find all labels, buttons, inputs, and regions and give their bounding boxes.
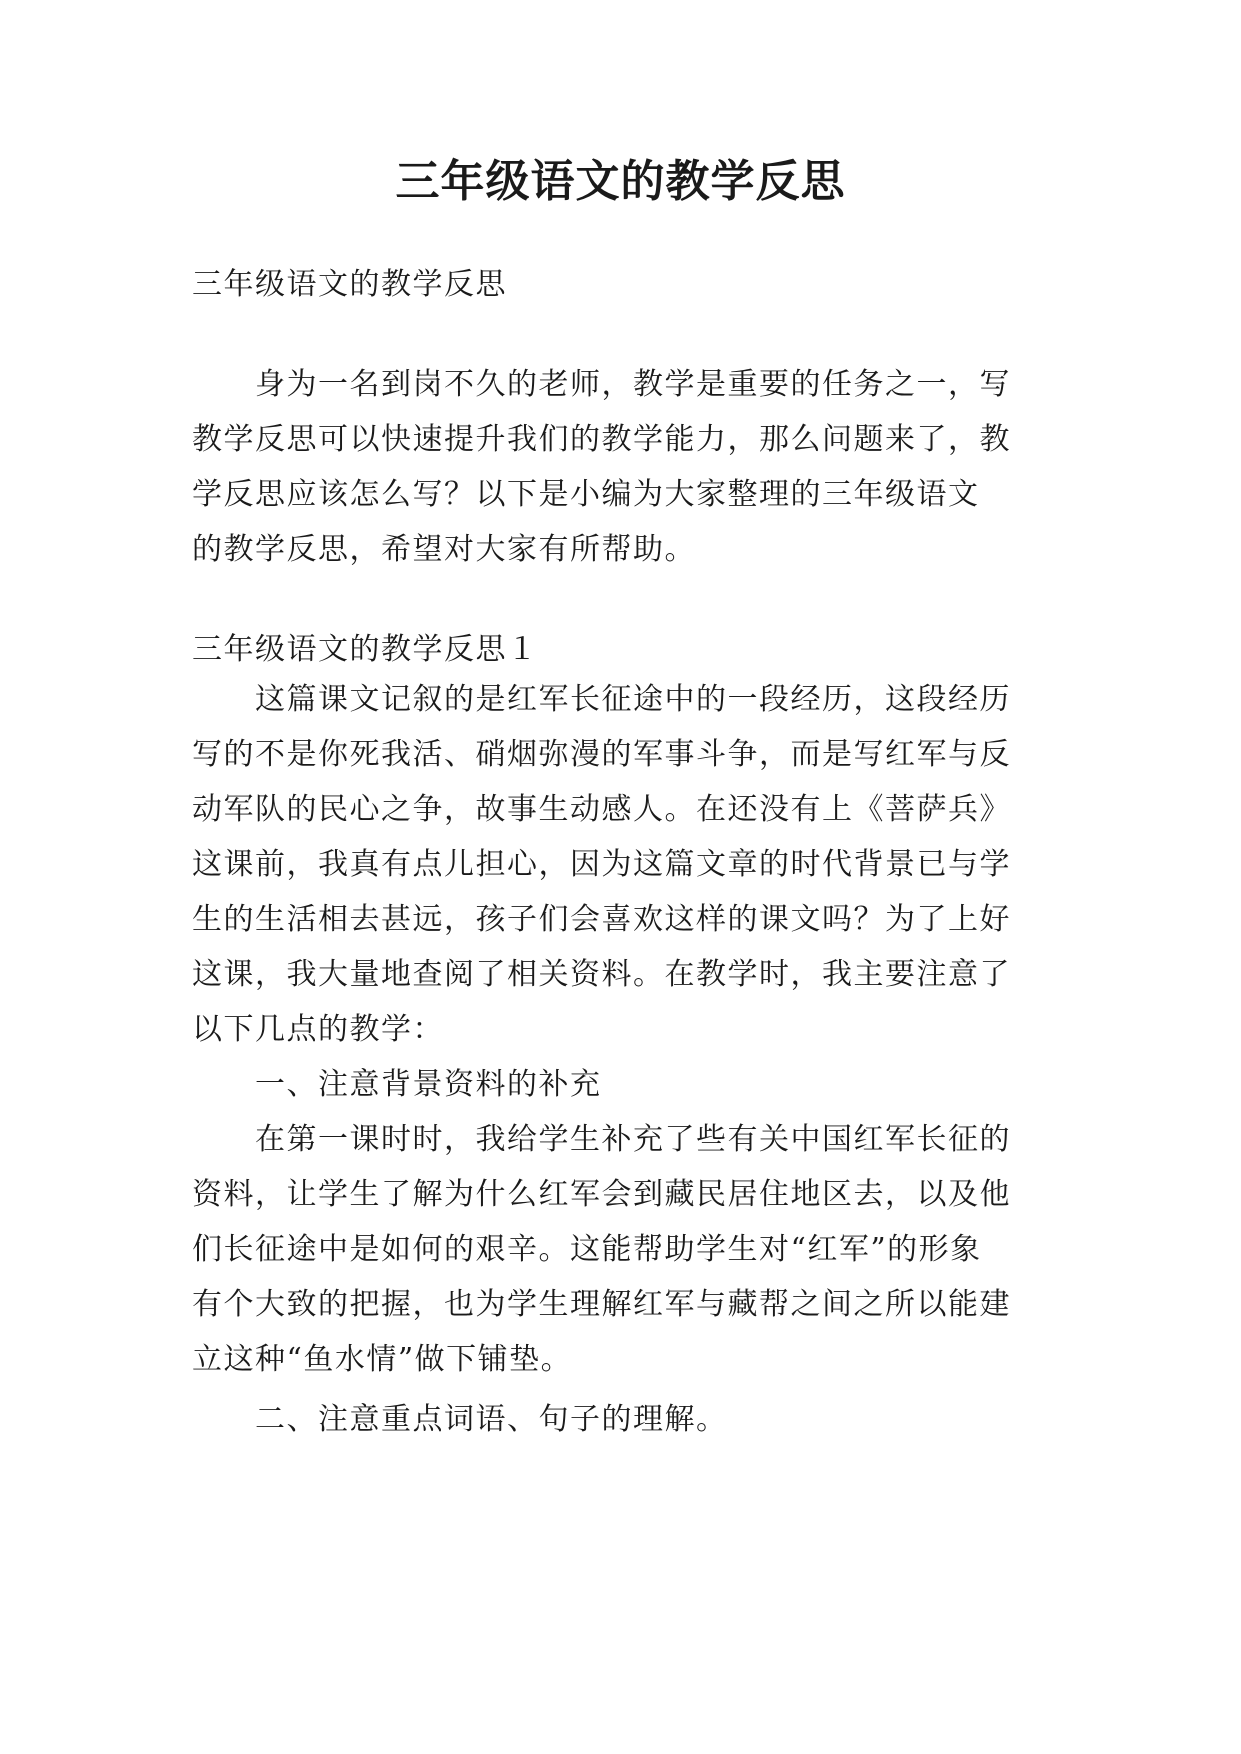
point1-line-3: 们长征途中是如何的艰辛。这能帮助学生对“红军”的形象: [192, 1232, 982, 1267]
point1-heading: 一、注意背景资料的补充: [255, 1067, 602, 1102]
intro-line-3: 学反思应该怎么写？以下是小编为大家整理的三年级语文: [192, 477, 980, 512]
point2-heading: 二、注意重点词语、句子的理解。: [255, 1402, 728, 1437]
section1-line-6: 这课，我大量地查阅了相关资料。在教学时，我主要注意了: [192, 957, 1011, 992]
intro-line-2: 教学反思可以快速提升我们的教学能力，那么问题来了，教: [192, 422, 1011, 457]
point1-line-4: 有个大致的把握，也为学生理解红军与藏帮之间之所以能建: [192, 1287, 1011, 1322]
point1-line-2: 资料，让学生了解为什么红军会到藏民居住地区去，以及他: [192, 1177, 1011, 1212]
point1-line-5: 立这种“鱼水情”做下铺垫。: [192, 1342, 573, 1377]
point1-line-1: 在第一课时时，我给学生补充了些有关中国红军长征的: [255, 1122, 1011, 1157]
section1-line-4: 这课前，我真有点儿担心，因为这篇文章的时代背景已与学: [192, 847, 1011, 882]
section1-line-3: 动军队的民心之争，故事生动感人。在还没有上《菩萨兵》: [192, 792, 1011, 827]
document-subtitle: 三年级语文的教学反思: [192, 267, 507, 302]
intro-line-1: 身为一名到岗不久的老师，教学是重要的任务之一，写: [255, 367, 1011, 402]
intro-line-4: 的教学反思，希望对大家有所帮助。: [192, 532, 696, 567]
section1-line-5: 生的生活相去甚远，孩子们会喜欢这样的课文吗？为了上好: [192, 902, 1011, 937]
section1-line-7: 以下几点的教学：: [192, 1012, 444, 1047]
section1-line-1: 这篇课文记叙的是红军长征途中的一段经历，这段经历: [255, 682, 1011, 717]
document-title: 三年级语文的教学反思: [395, 156, 846, 207]
section1-heading: 三年级语文的教学反思１: [192, 632, 539, 667]
section1-line-2: 写的不是你死我活、硝烟弥漫的军事斗争，而是写红军与反: [192, 737, 1011, 772]
